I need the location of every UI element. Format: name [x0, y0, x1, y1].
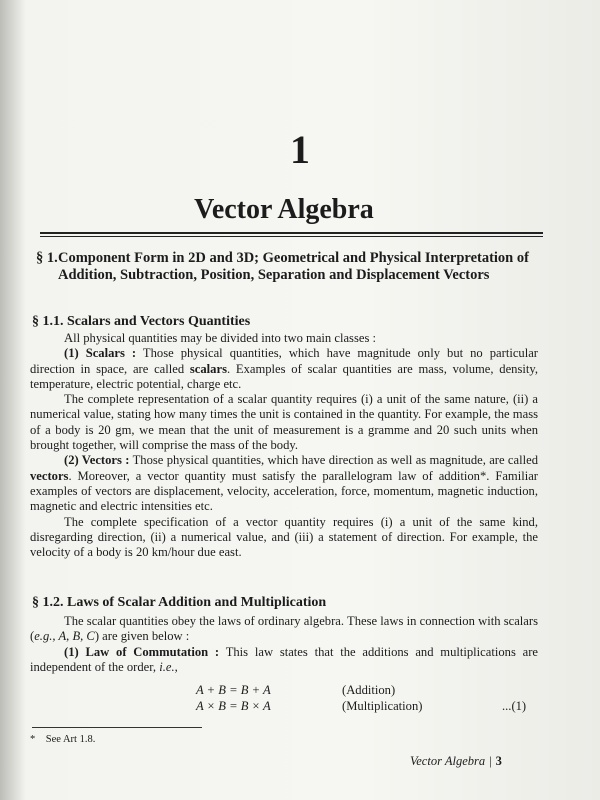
section-1-1-body — [30, 331, 538, 560]
section-1-title: Component Form in 2D and 3D; Geometrical and Physical Interpretation of Addition, Subtraction, Position, Separation and Displacement Vectors — [58, 250, 529, 283]
equation-number: ...(1) — [502, 699, 527, 713]
page-number: 3 — [495, 754, 502, 768]
footnote — [30, 733, 95, 746]
footnote-marker: * — [30, 734, 36, 745]
chapter-title: Vector Algebra — [194, 194, 374, 225]
chapter-number: 1 — [290, 127, 310, 172]
footnote-text: See Art 1.8. — [45, 734, 96, 745]
equation-addition-label: (Addition) — [342, 683, 396, 697]
vector-specification-paragraph: The complete specification of a vector quantity requires (i) a unit of the same kind, disregarding direction, (ii) a numerical value, and (iii) a statement of direction. For example, the velocity of a body is 20 km/hour due east. — [30, 514, 538, 560]
equation-addition-expr: A + B = B + A — [196, 683, 271, 697]
equation-multiplication-label: (Multiplication) — [342, 699, 423, 713]
law-label: (1) Law of Commutation : — [64, 644, 220, 659]
vectors-label: (2) Vectors : — [64, 453, 130, 468]
title-rule-thin — [40, 236, 543, 237]
scalar-laws-intro: The scalar quantities obey the laws of ordinary algebra. These laws in connection with scalars (e.g., A, B, C) are given below : — [30, 614, 538, 644]
page-footer — [410, 754, 502, 769]
footnote-rule — [32, 727, 202, 728]
section-1-1-heading: § 1.1. Scalars and Vectors Quantities — [32, 314, 251, 329]
vectors-paragraph: (2) Vectors : Those physical quantities, which have direction as well as magnitude, are called vectors. Moreover, a vector quantity must satisfy the parallelogram law of addition*. Familiar examples of vectors are displacement, velocity, acceleration, force, momentum, magnetic induction, magnetic and electric intensities etc. — [30, 453, 538, 514]
equation-multiplication-expr: A × B = B × A — [196, 699, 271, 713]
vectors-term: vectors — [30, 468, 69, 483]
scalars-label: (1) Scalars : — [64, 346, 137, 361]
section-1-heading — [36, 250, 544, 284]
running-title: Vector Algebra — [410, 754, 486, 768]
intro-paragraph: All physical quantities may be divided into two main classes : — [64, 331, 376, 345]
title-rule-thick — [40, 232, 543, 234]
section-1-2-body — [30, 614, 538, 675]
scalar-representation-paragraph: The complete representation of a scalar quantity requires (i) a unit of the same nature, (ii) a numerical value, stating how many times the unit is contained in the quantity. For example, the mass of a body is 20 gm, we mean that the unit of measurement is a gramme and 20 such units when brought together, will comprise the mass of the body. — [30, 392, 538, 453]
scalars-paragraph: (1) Scalars : Those physical quantities, which have magnitude only but no particular direction in space, are called scalars. Examples of scalar quantities are mass, volume, density, temperature, electric potential, charge etc. — [30, 346, 538, 391]
scalars-term: scalars — [189, 361, 227, 376]
section-1-marker: § 1. — [36, 250, 58, 266]
equation-addition — [0, 683, 600, 699]
footer-separator: | — [489, 754, 492, 768]
law-of-commutation-paragraph: (1) Law of Commutation : This law states that the additions and multiplications are independent of the order, i.e., — [30, 644, 539, 674]
section-1-2-heading: § 1.2. Laws of Scalar Addition and Multiplication — [32, 595, 327, 610]
equation-multiplication — [0, 699, 600, 715]
